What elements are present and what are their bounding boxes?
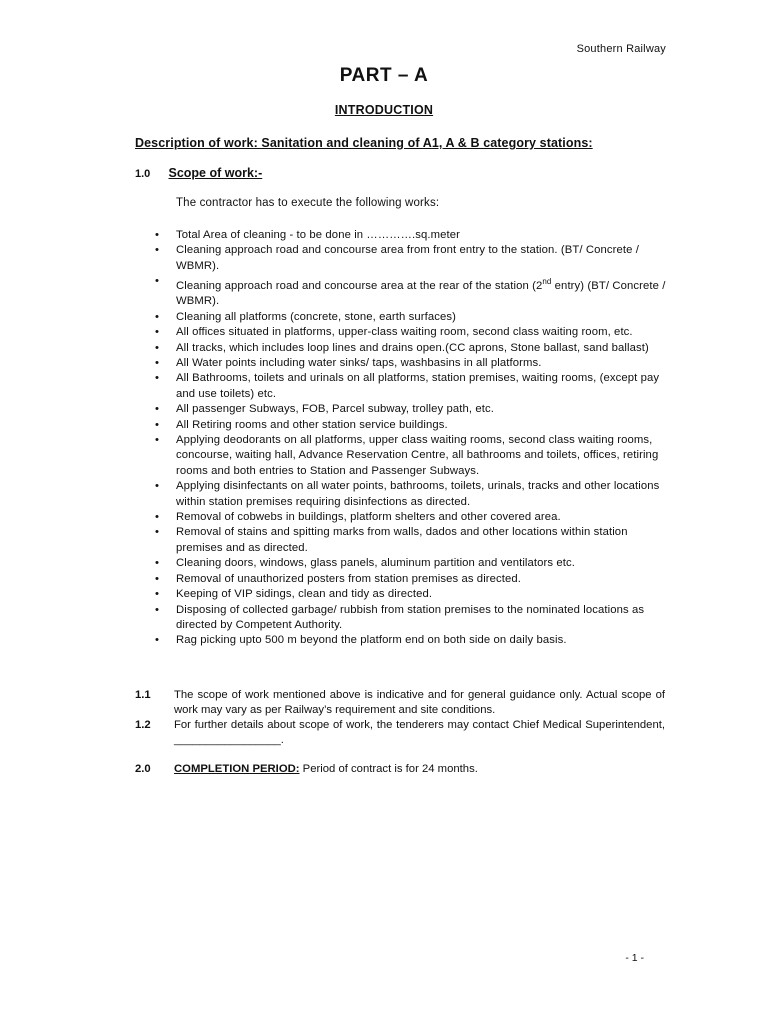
bullet-icon: • <box>155 418 160 431</box>
bullet-icon: • <box>155 275 160 288</box>
list-item: • All passenger Subways, FOB, Parcel subway, trolley path, etc. <box>155 402 670 417</box>
bullet-icon: • <box>155 634 160 647</box>
list-item: • Removal of cobwebs in buildings, platform shelters and other covered area. <box>155 510 670 525</box>
running-header: Southern Railway <box>576 43 666 55</box>
bullet-icon: • <box>155 357 160 370</box>
list-item: • Rag picking upto 500 m beyond the platform end on both side on daily basis. <box>155 633 670 648</box>
list-item: • Removal of unauthorized posters from station premises as directed. <box>155 572 670 587</box>
ordinal-suffix: nd <box>542 277 552 287</box>
completion-period <box>135 763 478 775</box>
scope-items-list <box>155 228 670 649</box>
clause-1-2 <box>135 718 665 749</box>
clause-1-1 <box>135 688 665 719</box>
completion-number: 2.0 <box>135 763 151 775</box>
work-description: Description of work: Sanitation and cleaning of A1, A & B category stations: <box>135 136 593 150</box>
list-item: • Cleaning approach road and concourse area from front entry to the station. (BT/ Concrete / WBMR). <box>155 244 640 272</box>
bullet-icon: • <box>155 526 160 539</box>
list-item: • Applying disinfectants on all water points, bathrooms, toilets, urinals, tracks and other locations within station premises requiring disinfections as directed. <box>155 480 660 508</box>
list-item: • Cleaning all platforms (concrete, stone, earth surfaces) <box>155 310 670 325</box>
scope-heading-row <box>135 166 262 180</box>
completion-label: COMPLETION PERIOD: <box>174 763 300 775</box>
bullet-icon: • <box>155 603 160 616</box>
list-item: • Cleaning doors, windows, glass panels, aluminum partition and ventilators etc. <box>155 556 670 571</box>
bullet-icon: • <box>155 341 160 354</box>
list-item: • All tracks, which includes loop lines and drains open.(CC aprons, Stone ballast, sand ballast) <box>155 341 670 356</box>
page-number: - 1 - <box>625 952 644 964</box>
bullet-icon: • <box>155 588 160 601</box>
completion-text: Period of contract is for 24 months. <box>299 763 478 775</box>
page-title: PART – A <box>339 65 429 86</box>
bullet-icon: • <box>155 310 160 323</box>
list-item: • All Bathrooms, toilets and urinals on all platforms, station premises, waiting rooms, (except pay and use toilets) etc. <box>155 372 660 400</box>
list-item: • Removal of stains and spitting marks from walls, dados and other locations within station premises and as directed. <box>155 526 628 554</box>
list-item: • Cleaning approach road and concourse area at the rear of the station (2nd entry) (BT/ Concrete / WBMR). <box>155 275 666 308</box>
bullet-icon: • <box>155 403 160 416</box>
list-item: • Applying deodorants on all platforms, upper class waiting rooms, second class waiting rooms, concourse, waiting hall, Advance Reservation Centre, all bathrooms and toilets, offices, retiring rooms and both entries to Station and Passenger Subways. <box>155 434 659 477</box>
bullet-icon: • <box>155 229 160 241</box>
scope-lead-text: The contractor has to execute the following works: <box>176 197 440 209</box>
bullet-icon: • <box>155 434 160 447</box>
list-item: • Total Area of cleaning - to be done in ………….sq.meter <box>155 228 670 243</box>
bullet-icon: • <box>155 572 160 585</box>
clause-number: 1.1 <box>135 689 151 701</box>
list-item: • All Retiring rooms and other station service buildings. <box>155 418 670 433</box>
section-heading: INTRODUCTION <box>334 103 434 117</box>
clause-text: The scope of work mentioned above is indicative and for general guidance only. Actual scope of work may vary as per Railway’s requirement and site conditions. <box>174 689 665 717</box>
bullet-icon: • <box>155 372 160 385</box>
scope-heading: Scope of work:- <box>168 166 263 180</box>
bullet-icon: • <box>155 326 160 339</box>
bullet-icon: • <box>155 557 160 570</box>
list-item: • All Water points including water sinks/ taps, washbasins in all platforms. <box>155 356 670 371</box>
scope-number: 1.0 <box>135 168 151 180</box>
clause-text: For further details about scope of work, the tenderers may contact Chief Medical Superintendent, _________________. <box>174 719 665 747</box>
clause-number: 1.2 <box>135 719 151 731</box>
list-item: • All offices situated in platforms, upper-class waiting room, second class waiting room, etc. <box>155 325 670 340</box>
list-item: • Disposing of collected garbage/ rubbish from station premises to the nominated locations as directed by Competent Authority. <box>155 603 645 631</box>
bullet-icon: • <box>155 244 160 257</box>
bullet-icon: • <box>155 511 160 524</box>
bullet-icon: • <box>155 480 160 493</box>
list-item: • Keeping of VIP sidings, clean and tidy as directed. <box>155 587 670 602</box>
